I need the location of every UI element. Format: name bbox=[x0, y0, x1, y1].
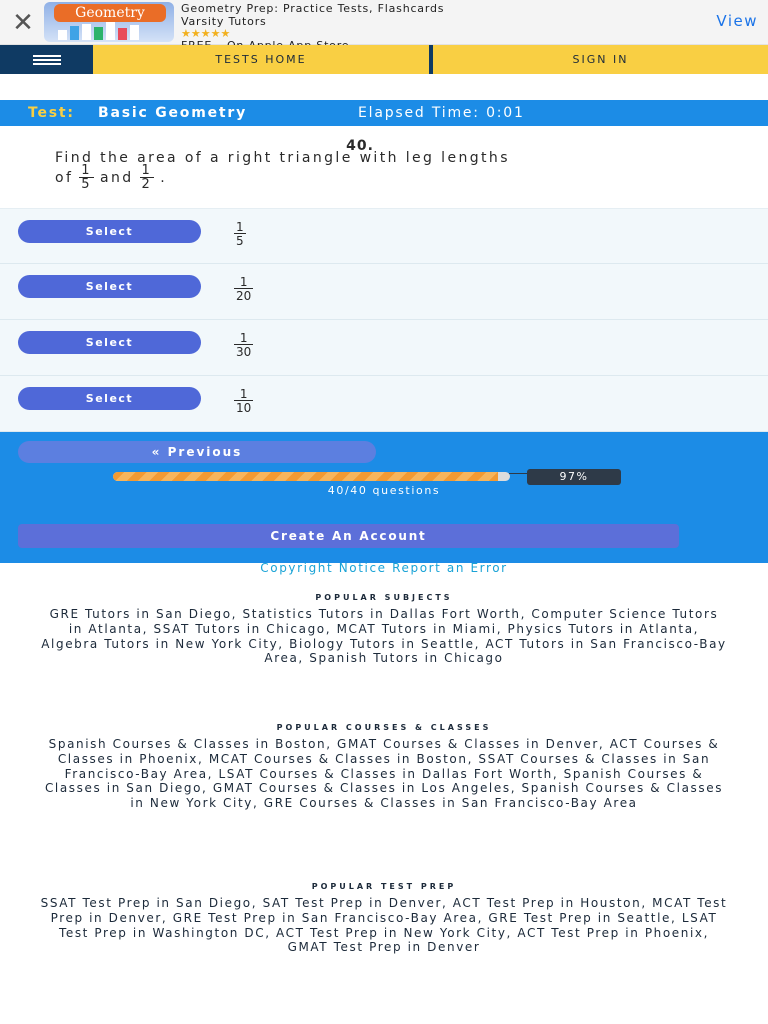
answer-list bbox=[0, 208, 768, 432]
answer-row bbox=[0, 208, 768, 264]
leg1-numerator: 1 bbox=[81, 163, 92, 178]
test-prefix: Test: bbox=[28, 105, 75, 121]
progress-fill bbox=[113, 472, 498, 481]
leg2-numerator: 1 bbox=[141, 163, 153, 178]
answer-value bbox=[234, 276, 253, 302]
rating-stars: ★★★★★ bbox=[181, 27, 231, 40]
top-nav bbox=[0, 45, 768, 74]
sign-in-link[interactable]: SIGN IN bbox=[572, 53, 629, 66]
elapsed-time: Elapsed Time: 0:01 bbox=[358, 105, 525, 121]
progress-percent-label: 97% bbox=[527, 469, 621, 485]
select-button[interactable]: Select bbox=[18, 387, 201, 410]
leg1-denominator: 5 bbox=[81, 177, 92, 192]
report-error-link[interactable]: Report an Error bbox=[392, 561, 508, 575]
progress-bar bbox=[113, 472, 510, 481]
answer-value bbox=[234, 332, 253, 358]
select-button[interactable]: Select bbox=[18, 220, 201, 243]
leg1-fraction bbox=[79, 165, 94, 191]
question-text: Find the area of a right triangle with leg lengths bbox=[55, 150, 510, 166]
question-count bbox=[0, 484, 768, 497]
tests-home-link[interactable]: TESTS HOME bbox=[215, 53, 307, 66]
answer-numerator: 1 bbox=[239, 331, 248, 345]
hamburger-menu-button[interactable] bbox=[0, 45, 93, 74]
question-of-word: of bbox=[55, 170, 74, 186]
hamburger-icon bbox=[33, 55, 61, 67]
chart-bars-icon bbox=[58, 22, 139, 40]
create-account-button[interactable]: Create An Account bbox=[18, 524, 679, 548]
app-icon-label: Geometry bbox=[54, 4, 166, 22]
banner-publisher: Varsity Tutors bbox=[181, 15, 267, 28]
app-store-banner bbox=[0, 0, 768, 45]
banner-title: Geometry Prep: Practice Tests, Flashcards bbox=[181, 2, 445, 15]
leg2-denominator: 2 bbox=[141, 177, 153, 192]
question-count-text: 40/40 questions bbox=[327, 484, 441, 497]
answer-numerator: 1 bbox=[239, 387, 248, 401]
answer-denominator: 30 bbox=[236, 345, 252, 359]
test-header bbox=[0, 100, 768, 126]
answer-value bbox=[234, 388, 253, 414]
question-period: . bbox=[160, 170, 168, 186]
answer-numerator: 1 bbox=[236, 220, 244, 234]
progress-pointer bbox=[509, 473, 527, 480]
answer-row bbox=[0, 320, 768, 376]
popular-subjects bbox=[40, 592, 728, 666]
view-button[interactable]: View bbox=[716, 12, 758, 30]
popular-subjects-heading: POPULAR SUBJECTS bbox=[315, 593, 453, 602]
answer-row bbox=[0, 264, 768, 320]
leg2-fraction bbox=[140, 165, 155, 191]
close-icon[interactable]: ✕ bbox=[12, 8, 34, 38]
question-text-line2 bbox=[55, 163, 168, 192]
answer-denominator: 10 bbox=[236, 401, 252, 415]
popular-courses-heading: POPULAR COURSES & CLASSES bbox=[276, 723, 492, 732]
question-and-word: and bbox=[99, 170, 134, 186]
popular-test-prep bbox=[40, 881, 728, 955]
answer-denominator: 5 bbox=[236, 234, 244, 248]
popular-test-prep-links[interactable]: SSAT Test Prep in San Diego, SAT Test Prep in Denver, ACT Test Prep in Houston, MCAT Test Prep in Denver, GRE Test Prep in San Francisco-Bay Area, GRE Test Prep in Seattle, LSAT Test Prep in Washington DC, ACT Test Prep in New York City, ACT Test Prep in Phoenix, GMAT Test Prep in Denver bbox=[40, 896, 728, 955]
popular-test-prep-heading: POPULAR TEST PREP bbox=[311, 882, 457, 891]
popular-subjects-links[interactable]: GRE Tutors in San Diego, Statistics Tutors in Dallas Fort Worth, Computer Science Tutors in Atlanta, SSAT Tutors in Chicago, MCAT Tutors in Miami, Physics Tutors in Atlanta, Algebra Tutors in New York City, Biology Tutors in Seattle, ACT Tutors in San Francisco-Bay Area, Spanish Tutors in Chicago bbox=[41, 607, 727, 666]
select-button[interactable]: Select bbox=[18, 331, 201, 354]
copyright-notice-link[interactable]: Copyright Notice bbox=[260, 561, 387, 575]
answer-value bbox=[234, 221, 246, 247]
popular-courses bbox=[40, 722, 728, 811]
answer-denominator: 20 bbox=[236, 289, 252, 303]
popular-courses-links[interactable]: Spanish Courses & Classes in Boston, GMAT Courses & Classes in Denver, ACT Courses & Classes in Phoenix, MCAT Courses & Classes in Boston, SSAT Courses & Classes in San Francisco-Bay Area, LSAT Courses & Classes in Dallas Fort Worth, Spanish Courses & Classes in San Diego, GMAT Courses & Classes in Los Angeles, Spanish Courses & Classes in New York City, GRE Courses & Classes in San Francisco-Bay Area bbox=[44, 737, 724, 811]
select-button[interactable]: Select bbox=[18, 275, 201, 298]
app-icon[interactable] bbox=[44, 2, 174, 42]
question-number: 40. bbox=[346, 138, 374, 154]
previous-button[interactable]: « Previous bbox=[18, 441, 376, 463]
answer-row bbox=[0, 376, 768, 432]
answer-numerator: 1 bbox=[239, 275, 248, 289]
progress-panel bbox=[0, 432, 768, 563]
test-name: Basic Geometry bbox=[98, 105, 248, 121]
footer-links bbox=[0, 561, 768, 575]
